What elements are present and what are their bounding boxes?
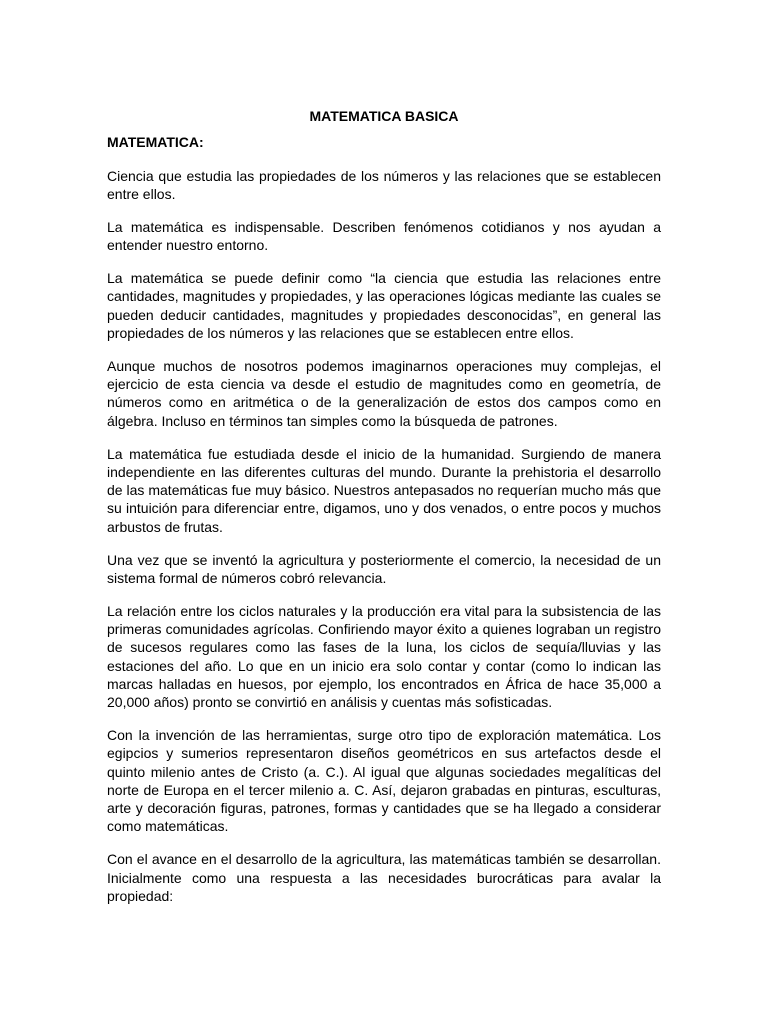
paragraph: Una vez que se inventó la agricultura y posteriormente el comercio, la necesidad de un sistema formal de números cobró relevancia. [107,551,661,586]
paragraph: La matemática es indispensable. Describen fenómenos cotidianos y nos ayudan a entender nuestro entorno. [107,219,661,254]
paragraph: La matemática fue estudiada desde el inicio de la humanidad. Surgiendo de manera independiente en las diferentes culturas del mundo. Durante la prehistoria el desarrollo de las matemáticas fue muy básico. Nuestros antepasados no requerían mucho más que su intuición para diferenciar entre, digamos, uno y dos venados, o entre pocos y muchos arbustos de frutas. [107,445,661,535]
paragraph: Ciencia que estudia las propiedades de los números y las relaciones que se establecen entre ellos. [107,168,661,203]
paragraph: La matemática se puede definir como “la ciencia que estudia las relaciones entre cantidades, magnitudes y propiedades, y las operaciones lógicas mediante las cuales se pueden deducir cantidades, magnitudes y propiedades desconocidas”, en general las propiedades de los números y las relaciones que se establecen entre ellos. [107,270,661,342]
document-title: MATEMATICA BASICA [309,108,459,124]
paragraph: Con la invención de las herramientas, surge otro tipo de exploración matemática. Los egipcios y sumerios representaron diseños geométricos en sus artefactos desde el quinto milenio antes de Cristo (a. C.). Al igual que algunas sociedades megalíticas del norte de Europa en el tercer milenio a. C. Así, dejaron grabadas en pinturas, esculturas, arte y decoración figuras, patrones, formas y cantidades que se ha llegado a considerar como matemáticas. [107,726,661,835]
body-text [107,167,661,905]
paragraph: La relación entre los ciclos naturales y la producción era vital para la subsistencia de las primeras comunidades agrícolas. Confiriendo mayor éxito a quienes lograban un registro de sucesos regulares como las fases de la luna, los ciclos de sequía/lluvias y las estaciones del año. Lo que en un inicio era solo contar y contar (como lo indican las marcas halladas en huesos, por ejemplo, los encontrados en África de hace 35,000 a 20,000 años) pronto se convirtió en análisis y cuentas más sofisticadas. [107,602,661,711]
paragraph: Aunque muchos de nosotros podemos imaginarnos operaciones muy complejas, el ejercicio de esta ciencia va desde el estudio de magnitudes como en geometría, de números como en aritmética o de la generalización de estos dos campos como en álgebra. Incluso en términos tan simples como la búsqueda de patrones. [107,357,661,429]
paragraph: Con el avance en el desarrollo de la agricultura, las matemáticas también se desarrollan. Inicialmente como una respuesta a las necesidades burocráticas para avalar la propiedad: [107,851,661,904]
section-heading: MATEMATICA: [107,134,204,150]
